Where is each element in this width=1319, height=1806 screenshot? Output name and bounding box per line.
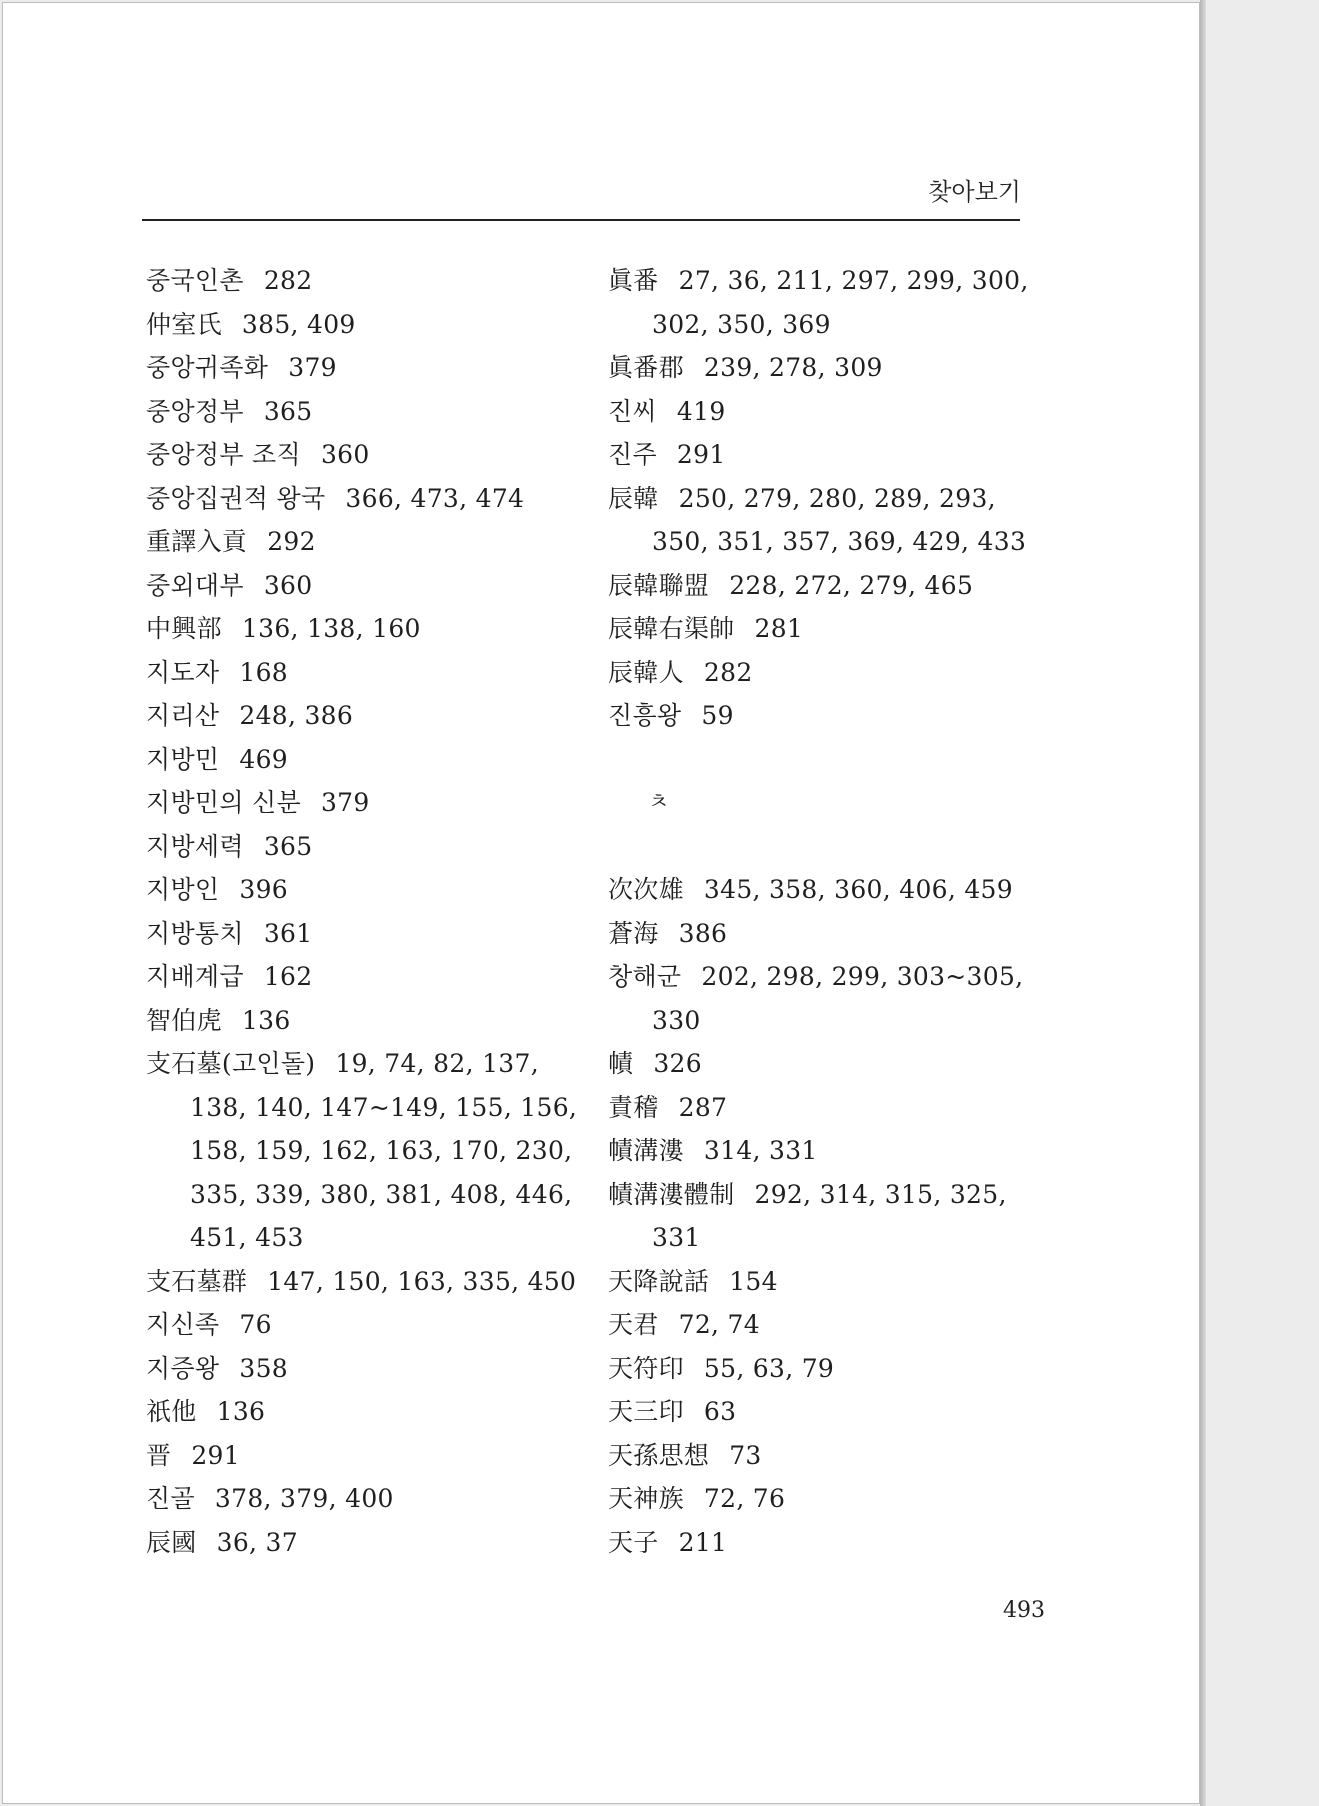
index-entry [146,1390,586,1434]
index-pages: 63 [703,1397,737,1426]
index-term: 幘 [608,1049,634,1078]
index-entry [146,738,586,782]
index-entry [608,651,1028,695]
index-pages: 73 [729,1440,762,1470]
index-entry [608,1477,1028,1521]
index-term: 지도자 [146,657,220,687]
index-entry [608,1129,1028,1173]
index-pages: 76 [239,1310,272,1339]
index-pages: 358 [239,1353,288,1383]
index-entry [146,999,586,1043]
index-term: 진주 [608,440,657,469]
index-pages: 239, 278, 309 [703,353,883,382]
index-pages-continued: 302, 350, 369 [652,309,831,339]
index-entry [608,607,1028,651]
page-number: 493 [1003,1598,1045,1623]
index-group-right-bottom [608,868,1028,1564]
index-entry [608,433,1028,477]
index-pages: 396 [239,875,288,904]
index-pages: 345, 358, 360, 406, 459 [703,875,1013,904]
index-entry [608,912,1028,956]
index-entry [146,433,586,477]
index-term: 中興部 [146,614,222,643]
index-term: 天孫思想 [608,1440,710,1470]
index-pages: 72, 76 [703,1484,786,1513]
index-term: 支石墓群 [146,1266,248,1296]
header-rule [142,219,1020,221]
index-pages: 250, 279, 280, 289, 293, [678,483,996,513]
index-pages: 154 [729,1266,778,1296]
index-entry [608,1086,1028,1130]
index-term: 祇他 [146,1397,197,1426]
index-term: 지배계급 [146,962,244,991]
index-entry [608,564,1028,608]
index-term: 중앙정부 [146,396,244,426]
index-entry [146,607,586,651]
index-term: 辰韓右渠帥 [608,614,735,643]
index-entry [146,1434,586,1478]
index-term: 次次雄 [608,875,684,904]
index-pages: 282 [703,657,753,687]
index-pages: 292 [267,527,316,556]
index-term: 지증왕 [146,1353,220,1383]
index-term: 辰韓人 [608,657,684,687]
index-entry [146,520,586,564]
index-entry [608,259,1028,303]
index-entry [608,1347,1028,1391]
index-term: 晋 [146,1440,172,1470]
index-entry [608,955,1028,999]
index-pages: 136 [216,1397,266,1426]
index-entry [146,1260,586,1304]
index-pages: 147, 150, 163, 335, 450 [267,1266,577,1296]
index-pages: 291 [676,440,726,469]
index-pages-continued: 331 [652,1223,701,1252]
index-term: 幘溝漊體制 [608,1179,735,1209]
index-pages-continued: 451, 453 [190,1223,304,1252]
index-entry [146,825,586,869]
index-term: 眞番郡 [608,353,684,382]
index-pages: 211 [678,1527,728,1557]
index-pages-continued: 330 [652,1005,701,1035]
index-pages: 162 [263,962,313,991]
index-pages: 136 [241,1005,291,1035]
index-term: 責稽 [608,1092,659,1122]
index-term: 天三印 [608,1397,684,1426]
index-term: 幘溝漊 [608,1136,684,1165]
index-pages: 378, 379, 400 [214,1484,394,1513]
index-term: 天子 [608,1527,659,1557]
index-pages: 291 [191,1440,240,1470]
index-entry [608,694,1028,738]
index-term: 天降說話 [608,1266,710,1296]
index-term: 지방민의 신분 [146,788,301,817]
index-term: 지방민 [146,744,220,774]
index-entry [146,303,586,347]
index-term: 仲室氏 [146,309,222,339]
index-entry [146,259,586,303]
index-pages: 386 [678,918,728,948]
index-pages: 365 [263,396,313,426]
index-entry [608,1434,1028,1478]
index-entry [146,1303,586,1347]
index-term: 智伯虎 [146,1005,222,1035]
section-letter: ㅊ [648,790,670,815]
index-entry [608,868,1028,912]
index-entry [146,390,586,434]
index-term: 중외대부 [146,570,244,600]
index-entry [146,1477,586,1521]
index-term: 天神族 [608,1484,684,1513]
index-column-right [608,259,1028,1564]
index-pages: 228, 272, 279, 465 [729,570,974,600]
index-term: 창해군 [608,962,682,991]
index-term: 진골 [146,1484,195,1513]
page-edge-shadow [1200,0,1206,1806]
index-entry [608,390,1028,434]
index-entry [146,912,586,956]
index-term: 진흥왕 [608,701,682,730]
index-group-right-top [608,259,1028,738]
index-entry [608,346,1028,390]
index-term: 중앙집권적 왕국 [146,483,326,513]
index-term: 天符印 [608,1353,684,1383]
index-pages: 385, 409 [241,309,356,339]
index-pages: 379 [288,353,337,382]
index-entry [146,477,586,521]
index-entry [608,1521,1028,1565]
index-entry [608,1303,1028,1347]
index-term: 支石墓(고인돌) [146,1049,316,1078]
section-gap [608,738,1028,782]
index-entry [146,868,586,912]
index-term: 중앙정부 조직 [146,440,301,469]
running-head: 찾아보기 [928,178,1021,206]
index-entry [608,1173,1028,1217]
index-term: 중국인촌 [146,266,244,295]
index-pages: 365 [263,831,313,861]
index-pages: 27, 36, 211, 297, 299, 300, [678,266,1029,295]
index-term: 지방세력 [146,831,244,861]
index-pages: 360 [263,570,313,600]
index-pages: 361 [263,918,313,948]
index-term: 지신족 [146,1310,220,1339]
index-term: 지방인 [146,875,220,904]
index-pages: 314, 331 [703,1136,818,1165]
index-pages-continued: 158, 159, 162, 163, 170, 230, [190,1136,573,1165]
index-entry [146,1521,586,1565]
index-pages: 55, 63, 79 [703,1353,835,1383]
index-term: 지방통치 [146,918,244,948]
index-entry [146,651,586,695]
index-pages-continued: 138, 140, 147~149, 155, 156, [190,1092,578,1122]
index-entry [146,564,586,608]
index-entry [146,694,586,738]
index-term: 진씨 [608,396,657,426]
index-term: 辰國 [146,1527,197,1557]
index-pages: 281 [754,614,804,643]
index-pages-continued: 350, 351, 357, 369, 429, 433 [652,527,1027,556]
index-pages: 287 [678,1092,728,1122]
index-pages: 360 [320,440,370,469]
index-pages: 136, 138, 160 [241,614,421,643]
index-pages: 168 [239,657,288,687]
index-term: 天君 [608,1310,659,1339]
index-pages: 326 [653,1049,702,1078]
index-entry [146,346,586,390]
index-pages: 19, 74, 82, 137, [335,1049,539,1078]
index-pages: 419 [676,396,726,426]
index-pages: 72, 74 [678,1310,760,1339]
index-entry [146,1042,586,1086]
index-entry [608,1042,1028,1086]
index-column-left [146,259,586,1564]
index-pages-continued: 335, 339, 380, 381, 408, 446, [190,1179,573,1209]
index-pages: 469 [239,744,288,774]
index-term: 辰韓聯盟 [608,570,710,600]
index-pages: 36, 37 [216,1527,298,1557]
index-pages: 248, 386 [239,701,354,730]
index-entry [608,1390,1028,1434]
index-pages: 202, 298, 299, 303~305, [701,962,1024,991]
index-entry [608,477,1028,521]
index-term: 지리산 [146,701,220,730]
index-pages: 292, 314, 315, 325, [754,1179,1007,1209]
index-term: 眞番 [608,266,659,295]
index-term: 辰韓 [608,483,659,513]
index-term: 重譯入貢 [146,527,248,556]
index-term: 중앙귀족화 [146,353,269,382]
index-pages: 59 [701,701,734,730]
index-entry [146,1347,586,1391]
index-pages: 282 [263,266,313,295]
index-pages: 366, 473, 474 [345,483,525,513]
index-entry [608,1260,1028,1304]
index-pages: 379 [320,788,370,817]
index-entry [146,955,586,999]
index-term: 蒼海 [608,918,659,948]
index-entry [146,781,586,825]
